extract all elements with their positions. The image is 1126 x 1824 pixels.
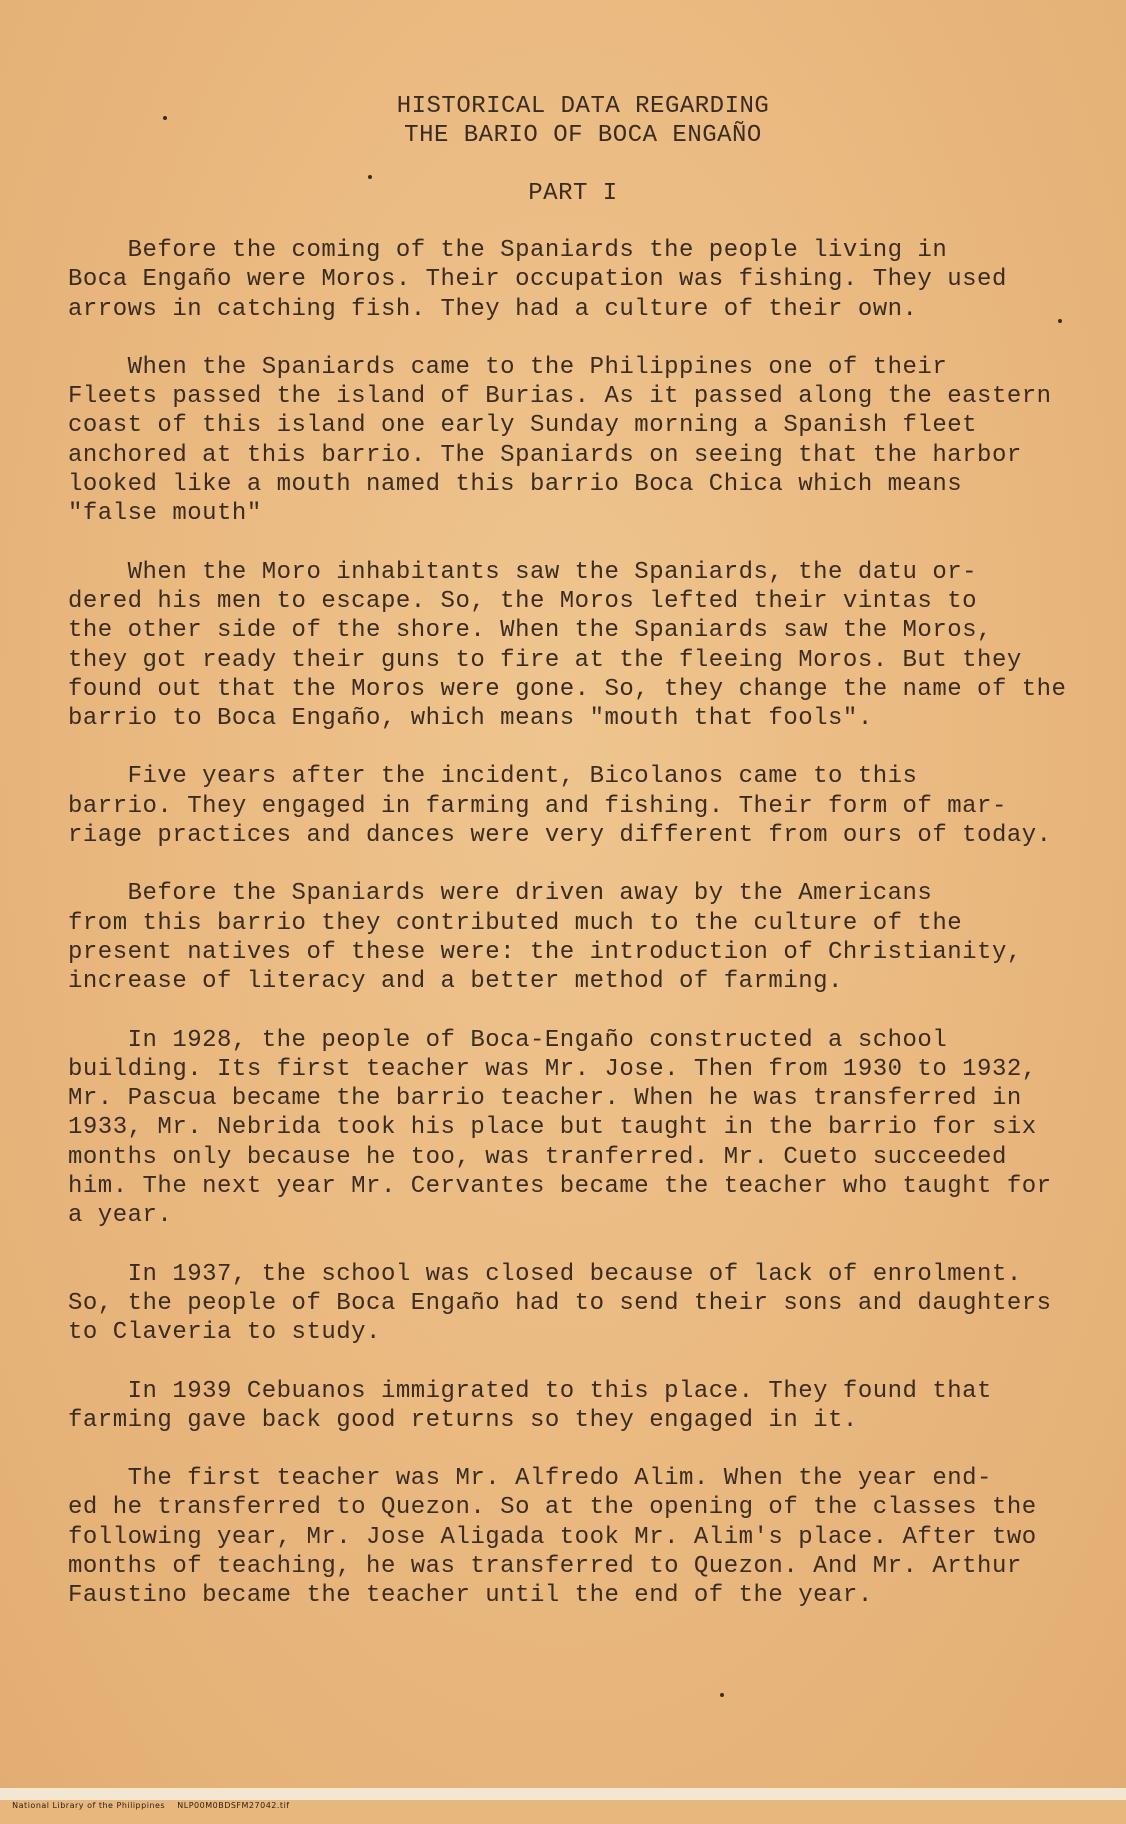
paragraph (68, 1260, 1068, 1348)
text-line: Boca Engaño were Moros. Their occupation was fishing. They used (68, 266, 1007, 294)
text-line: looked like a mouth named this barrio Boca Chica which means (68, 471, 963, 499)
text-line: anchored at this barrio. The Spaniards on seeing that the harbor (68, 441, 1022, 469)
text-line: dered his men to escape. So, the Moros lefted their vintas to (68, 587, 978, 615)
part-heading: PART I (528, 180, 618, 207)
text-line: months only because he too, was tranferred. Mr. Cueto succeeded (68, 1143, 1007, 1171)
text-line: Before the coming of the Spaniards the people living in (68, 237, 948, 264)
text-line: they got ready their guns to fire at the fleeing Moros. But they (68, 646, 1022, 674)
paragraph (68, 1377, 1068, 1436)
text-line: ed he transferred to Quezon. So at the opening of the classes the (68, 1494, 1037, 1522)
title-line: THE BARIO OF BOCA ENGAÑO (404, 122, 762, 149)
title-line: HISTORICAL DATA REGARDING (396, 93, 770, 120)
ink-speck (720, 1693, 724, 1697)
text-line: In 1937, the school was closed because of lack of enrolment. (68, 1260, 1022, 1288)
paragraph (68, 762, 1068, 850)
text-line: a year. (68, 1202, 173, 1230)
text-line: So, the people of Boca Engaño had to send their sons and daughters (68, 1289, 1052, 1317)
document-title (0, 92, 1126, 150)
text-line: present natives of these were: the introduction of Christianity, (68, 938, 1022, 966)
text-line: months of teaching, he was transferred to Quezon. And Mr. Arthur (68, 1552, 1022, 1580)
text-line: Fleets passed the island of Burias. As it passed along the eastern (68, 383, 1052, 411)
text-line: him. The next year Mr. Cervantes became the teacher who taught for (68, 1173, 1052, 1201)
text-line: riage practices and dances were very different from ours of today. (68, 822, 1052, 850)
paragraph (68, 558, 1068, 734)
paragraph (68, 1464, 1068, 1610)
file-name: NLP00M0BDSFM27042.tif (177, 1801, 290, 1810)
text-line: barrio to Boca Engaño, which means "mouth that fools". (68, 705, 873, 733)
text-line: When the Moro inhabitants saw the Spaniards, the datu or- (68, 558, 978, 586)
paragraph (68, 1026, 1068, 1231)
text-line: building. Its first teacher was Mr. Jose. Then from 1930 to 1932, (68, 1055, 1037, 1083)
text-line: In 1939 Cebuanos immigrated to this place. They found that (68, 1377, 992, 1405)
text-line: barrio. They engaged in farming and fishing. Their form of mar- (68, 792, 1007, 820)
text-line: arrows in catching fish. They had a culture of their own. (68, 295, 918, 323)
library-name: National Library of the Philippines (12, 1801, 166, 1810)
document-body (68, 236, 1068, 1640)
ink-speck (368, 175, 372, 179)
text-line: coast of this island one early Sunday morning a Spanish fleet (68, 412, 978, 440)
archive-footer (0, 1788, 1126, 1810)
text-line: farming gave back good returns so they engaged in it. (68, 1406, 858, 1434)
text-line: found out that the Moros were gone. So, they change the name of the (68, 675, 1067, 703)
text-line: from this barrio they contributed much to the culture of the (68, 909, 963, 937)
text-line: 1933, Mr. Nebrida took his place but taught in the barrio for six (68, 1114, 1037, 1142)
text-line: Five years after the incident, Bicolanos came to this (68, 763, 918, 791)
text-line: the other side of the shore. When the Spaniards saw the Moros, (68, 617, 992, 645)
text-line: Before the Spaniards were driven away by the Americans (68, 880, 933, 908)
paragraph (68, 236, 1068, 324)
text-line: In 1928, the people of Boca-Engaño constructed a school (68, 1026, 948, 1054)
text-line: "false mouth" (68, 500, 262, 528)
text-line: Faustino became the teacher until the end of the year. (68, 1582, 873, 1610)
text-line: The first teacher was Mr. Alfredo Alim. When the year end- (68, 1465, 992, 1493)
text-line: When the Spaniards came to the Philippines one of their (68, 353, 948, 381)
text-line: to Claveria to study. (68, 1319, 381, 1347)
text-line: Mr. Pascua became the barrio teacher. When he was transferred in (68, 1085, 1022, 1113)
paragraph (68, 353, 1068, 529)
text-line: following year, Mr. Jose Aligada took Mr. Alim's place. After two (68, 1523, 1037, 1551)
text-line: increase of literacy and a better method of farming. (68, 968, 843, 996)
paragraph (68, 879, 1068, 996)
